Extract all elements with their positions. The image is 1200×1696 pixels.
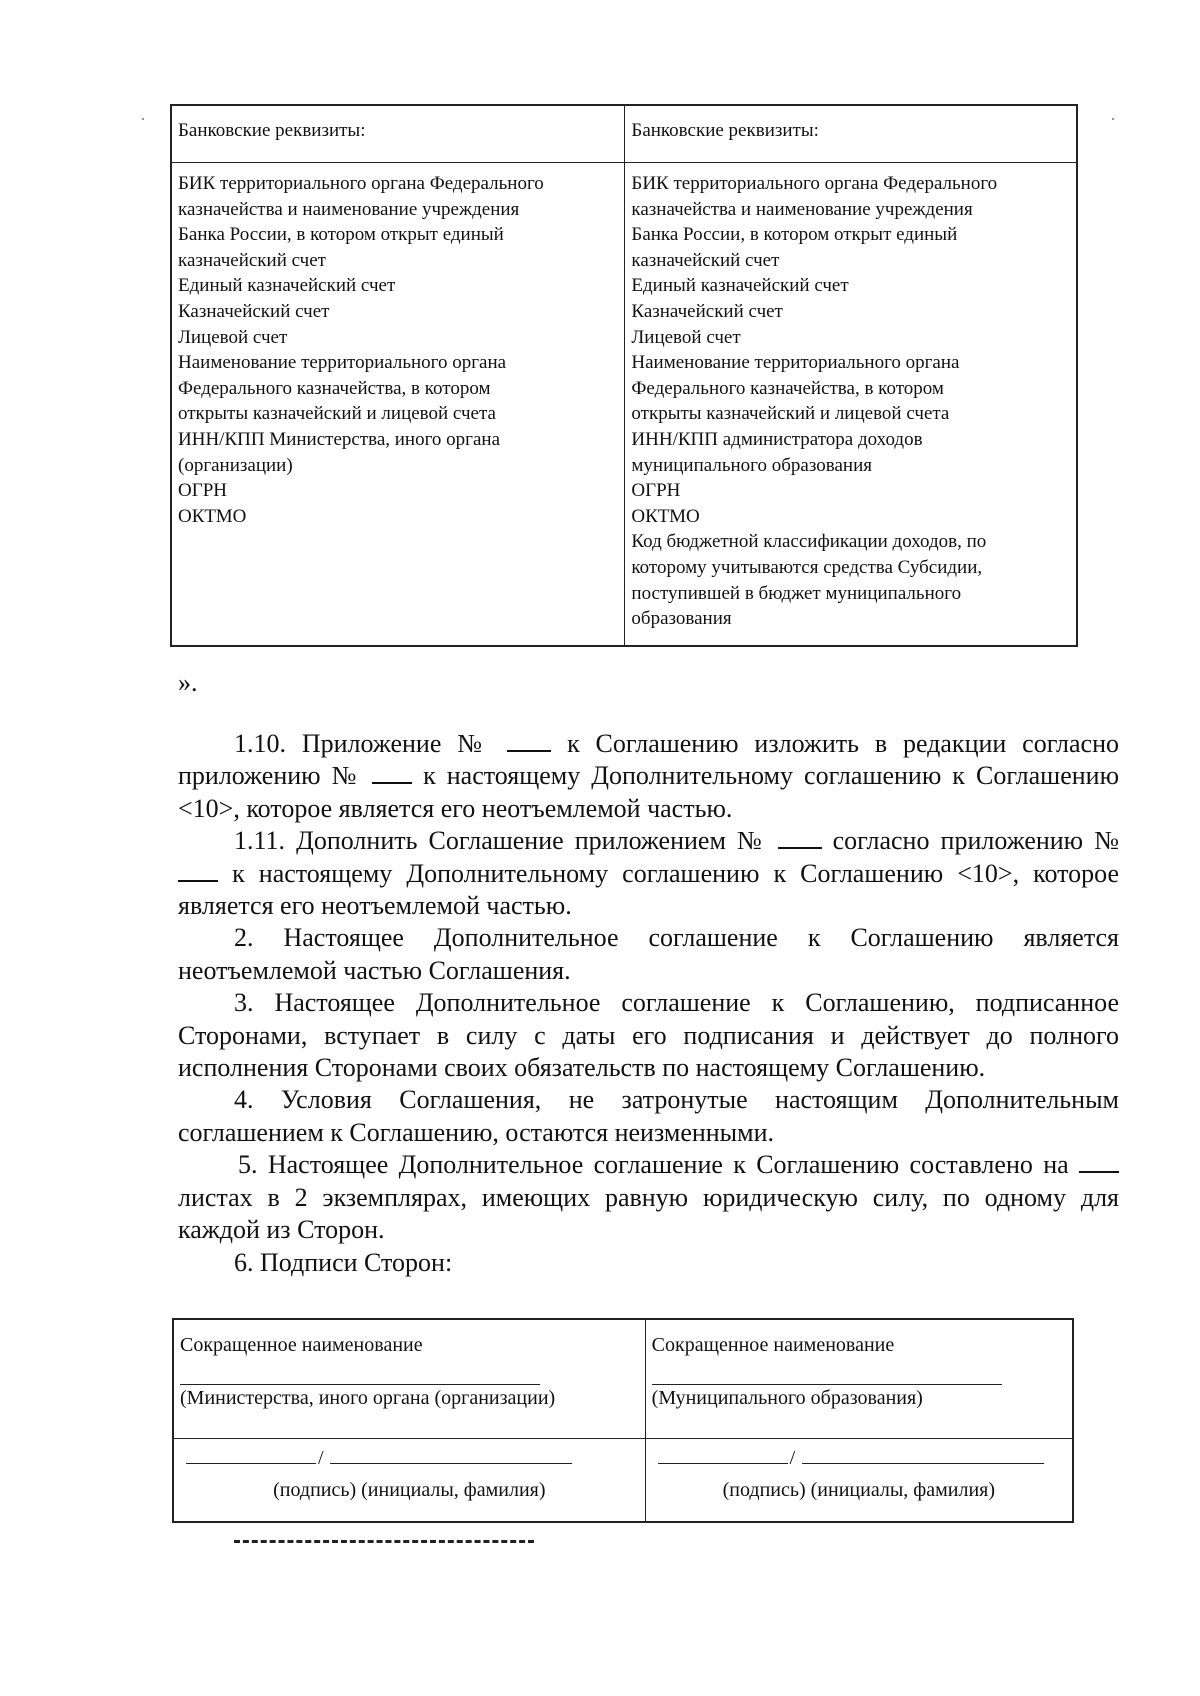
bank-left-line: ИНН/КПП Министерства, иного органа bbox=[178, 428, 500, 450]
bank-right-line: Наименование территориального органа bbox=[631, 352, 960, 374]
bank-right-line: ОГРН bbox=[631, 480, 681, 502]
paragraph-3: 3. Настоящее Дополнительное соглашение к Соглашению, подписанное Сторонами, вступает в силу с даты его подписания и действует до полного исполнения Сторонами своих обязательств по настоящему Соглашению. bbox=[178, 988, 1119, 1083]
bank-left-line: открыты казначейский и лицевой счета bbox=[178, 403, 496, 425]
right-party-name-cell bbox=[645, 1319, 1073, 1439]
bank-left-line: ОКТМО bbox=[178, 505, 247, 527]
bank-left-line: ОГРН bbox=[178, 480, 227, 502]
bank-details-header-left: Банковские реквизиты: bbox=[171, 105, 625, 163]
bank-right-line: которому учитываются средства Субсидии, bbox=[631, 556, 983, 578]
bank-left-line: казначейский счет bbox=[178, 249, 326, 271]
bank-details-right-cell bbox=[625, 163, 1077, 647]
bank-right-line: открыты казначейский и лицевой счета bbox=[631, 403, 950, 425]
bank-right-line: Единый казначейский счет bbox=[631, 275, 849, 297]
bank-right-line: образования bbox=[631, 608, 732, 630]
blank-field bbox=[778, 827, 822, 849]
bank-right-line: казначейства и наименование учреждения bbox=[631, 198, 973, 220]
bank-right-line: ОКТМО bbox=[631, 505, 700, 527]
bank-left-line: Наименование территориального органа bbox=[178, 352, 507, 374]
p1-10-part-b: к Соглашению изложить в редакции согласно приложению № bbox=[178, 729, 1120, 791]
p5-part-a: 5. Настоящее Дополнительное соглашение к Соглашению составлено на bbox=[238, 1150, 1069, 1180]
left-party-title: Сокращенное наименование bbox=[180, 1334, 423, 1356]
left-party-name-line bbox=[180, 1358, 540, 1385]
bank-left-line: (организации) bbox=[178, 454, 293, 476]
bank-right-line: казначейский счет bbox=[631, 249, 780, 271]
right-party-name-line bbox=[652, 1358, 1002, 1385]
bank-left-line: Лицевой счет bbox=[178, 326, 288, 348]
left-party-name-cell bbox=[173, 1319, 645, 1439]
p1-10-part-a: 1.10. Приложение № bbox=[234, 729, 492, 758]
bank-left-line: БИК территориального органа Федерального bbox=[178, 173, 544, 194]
signature-slash: / bbox=[318, 1447, 324, 1469]
bank-left-line: Казначейский счет bbox=[178, 300, 330, 322]
paragraph-5 bbox=[178, 1149, 1119, 1246]
left-party-caption: (Министерства, иного органа (организации) bbox=[180, 1387, 556, 1409]
bank-left-line: Единый казначейский счет bbox=[178, 275, 396, 297]
bank-right-line: поступившей в бюджет муниципального bbox=[631, 582, 962, 604]
bank-left-line: Федерального казначейства, в котором bbox=[178, 377, 491, 399]
bank-right-line: Лицевой счет bbox=[631, 326, 741, 348]
p1-11-part-c: к настоящему Дополнительному соглашению к Соглашению <10>, которое является его неотъемлемой частью. bbox=[178, 858, 1119, 921]
blank-field bbox=[372, 762, 412, 784]
p1-11-part-a: 1.11. Дополнить Соглашение приложением № bbox=[234, 826, 767, 856]
left-signature-cell bbox=[173, 1439, 645, 1523]
left-signature-caption: (подпись) (инициалы, фамилия) bbox=[273, 1479, 546, 1501]
bank-details-header-row bbox=[171, 105, 1077, 163]
bank-details-table bbox=[170, 104, 1078, 647]
bank-details-header-right: Банковские реквизиты: bbox=[625, 105, 1077, 163]
bank-right-line: Казначейский счет bbox=[631, 300, 783, 322]
signatures-sign-row bbox=[173, 1439, 1073, 1523]
p5-part-b: листах в 2 экземплярах, имеющих равную юридическую силу, по одному для каждой из Сторон. bbox=[178, 1182, 1119, 1245]
right-party-caption: (Муниципального образования) bbox=[651, 1387, 923, 1409]
signature-slash: / bbox=[789, 1447, 796, 1469]
signatures-name-row bbox=[173, 1319, 1073, 1439]
footnote-separator bbox=[234, 1540, 534, 1543]
blank-field bbox=[1079, 1151, 1119, 1173]
scan-speck bbox=[142, 118, 144, 120]
main-text bbox=[178, 728, 1119, 1279]
bank-left-line: казначейства и наименование учреждения bbox=[178, 198, 520, 220]
blank-field bbox=[178, 860, 218, 882]
p1-10-part-c: к настоящему Дополнительному соглашению к Соглашению <10>, которое является его неотъемлемой частью. bbox=[178, 761, 1119, 823]
p1-11-part-b: согласно приложению № bbox=[832, 826, 1120, 856]
paragraph-6: 6. Подписи Сторон: bbox=[234, 1247, 453, 1277]
right-signature-cell bbox=[645, 1439, 1073, 1523]
bank-left-line: Банка России, в котором открыт единый bbox=[178, 224, 504, 246]
right-party-title: Сокращенное наименование bbox=[651, 1334, 895, 1356]
paragraph-1-11 bbox=[178, 825, 1119, 922]
right-signature-line bbox=[652, 1447, 1066, 1477]
bank-right-line: Банка России, в котором открыт единый bbox=[631, 224, 958, 246]
paragraph-2: 2. Настоящее Дополнительное соглашение к Соглашению является неотъемлемой частью Соглашения. bbox=[178, 923, 1119, 985]
scan-speck bbox=[1112, 118, 1114, 120]
bank-right-line: Код бюджетной классификации доходов, по bbox=[631, 531, 987, 553]
bank-details-body-row bbox=[171, 163, 1077, 647]
bank-right-line: БИК территориального органа Федерального bbox=[631, 173, 998, 194]
bank-details-left-cell bbox=[171, 163, 625, 647]
right-signature-caption: (подпись) (инициалы, фамилия) bbox=[722, 1479, 996, 1501]
blank-field bbox=[507, 730, 551, 752]
paragraph-1-10 bbox=[178, 728, 1119, 825]
bank-right-line: муниципального образования bbox=[631, 454, 872, 476]
left-signature-line bbox=[180, 1447, 639, 1477]
signatures-table bbox=[172, 1318, 1074, 1523]
paragraph-4: 4. Условия Соглашения, не затронутые настоящим Дополнительным соглашением к Соглашению, остаются неизменными. bbox=[178, 1085, 1119, 1147]
bank-right-line: Федерального казначейства, в котором bbox=[631, 377, 944, 399]
bank-right-line: ИНН/КПП администратора доходов bbox=[631, 428, 923, 450]
closing-quote: ». bbox=[178, 668, 198, 697]
